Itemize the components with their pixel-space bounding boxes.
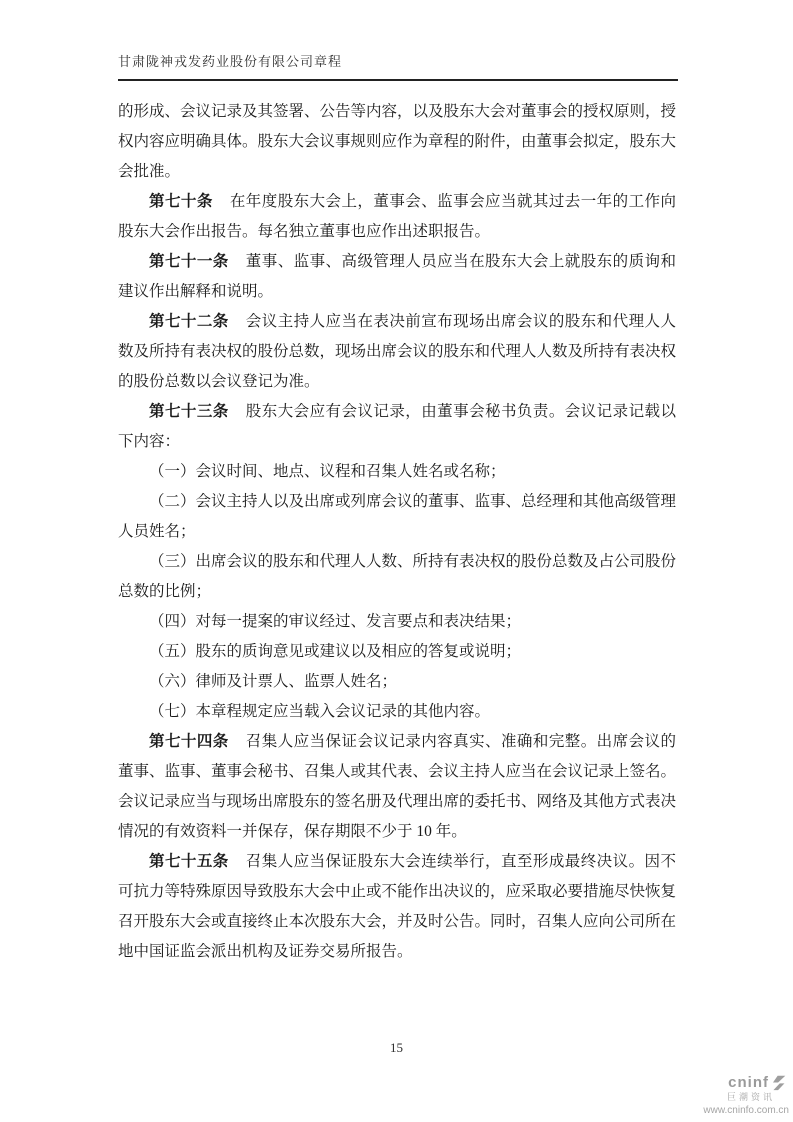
article-text: 股东大会应有会议记录，由董事会秘书负责。会议记录记载以下内容： [118, 403, 676, 450]
paragraph-continuation [118, 97, 676, 187]
cninfo-watermark [703, 1074, 789, 1116]
article-number: 第七十一条 [149, 253, 229, 270]
cninfo-brand-row [728, 1074, 789, 1091]
article-73 [118, 397, 676, 457]
paragraph-text: 的形成、会议记录及其签署、公告等内容，以及股东大会对董事会的授权原则，授权内容应明确具体。股东大会议事规则应作为章程的附件，由董事会拟定，股东大会批准。 [118, 103, 677, 180]
cninfo-chinese-name: 巨潮资讯 [726, 1092, 775, 1103]
article-text: 会议主持人应当在表决前宣布现场出席会议的股东和代理人人数及所持有表决权的股份总数，现场出席会议的股东和代理人人数及所持有表决权的股份总数以会议登记为准。 [118, 313, 677, 390]
article-75 [118, 847, 676, 967]
article-74 [118, 727, 676, 847]
article-number: 第七十五条 [149, 853, 229, 870]
list-item-3: （三）出席会议的股东和代理人人数、所持有表决权的股份总数及占公司股份总数的比例； [118, 553, 677, 600]
document-body [118, 97, 676, 967]
article-text: 在年度股东大会上，董事会、监事会应当就其过去一年的工作向股东大会作出报告。每名独立董事也应作出述职报告。 [118, 193, 676, 240]
cninfo-swirl-icon [770, 1074, 787, 1091]
list-item-6: （六）律师及计票人、监票人姓名； [149, 673, 398, 690]
article-number: 第七十条 [149, 193, 213, 210]
article-70 [118, 187, 676, 247]
list-item-1: （一）会议时间、地点、议程和召集人姓名或名称； [149, 463, 506, 480]
cninfo-brand-text: cninf [728, 1074, 769, 1091]
article-text: 董事、监事、高级管理人员应当在股东大会上就股东的质询和建议作出解释和说明。 [118, 253, 676, 300]
article-number: 第七十四条 [149, 733, 229, 750]
cninfo-url: www.cninfo.com.cn [703, 1104, 789, 1116]
article-72 [118, 307, 676, 397]
list-item-2: （二）会议主持人以及出席或列席会议的董事、监事、总经理和其他高级管理人员姓名； [118, 493, 677, 540]
article-text: 召集人应当保证会议记录内容真实、准确和完整。出席会议的董事、监事、董事会秘书、召集人或其代表、会议主持人应当在会议记录上签名。会议记录应当与现场出席股东的签名册及代理出席的委托书、网络及其他方式表决情况的有效资料一并保存，保存期限不少于 10 年。 [118, 733, 677, 840]
document-header-title: 甘肃陇神戎发药业股份有限公司章程 [118, 51, 678, 81]
article-71 [118, 247, 676, 307]
list-item-7: （七）本章程规定应当载入会议记录的其他内容。 [149, 703, 491, 720]
list-item-4: （四）对每一提案的审议经过、发言要点和表决结果； [149, 613, 522, 630]
page-number: 15 [390, 1040, 403, 1055]
list-item-5: （五）股东的质询意见或建议以及相应的答复或说明； [149, 643, 522, 660]
article-number: 第七十二条 [149, 313, 229, 330]
article-text: 召集人应当保证股东大会连续举行，直至形成最终决议。因不可抗力等特殊原因导致股东大会中止或不能作出决议的，应采取必要措施尽快恢复召开股东大会或直接终止本次股东大会，并及时公告。同时，召集人应向公司所在地中国证监会派出机构及证券交易所报告。 [118, 853, 677, 960]
article-number: 第七十三条 [149, 403, 229, 420]
